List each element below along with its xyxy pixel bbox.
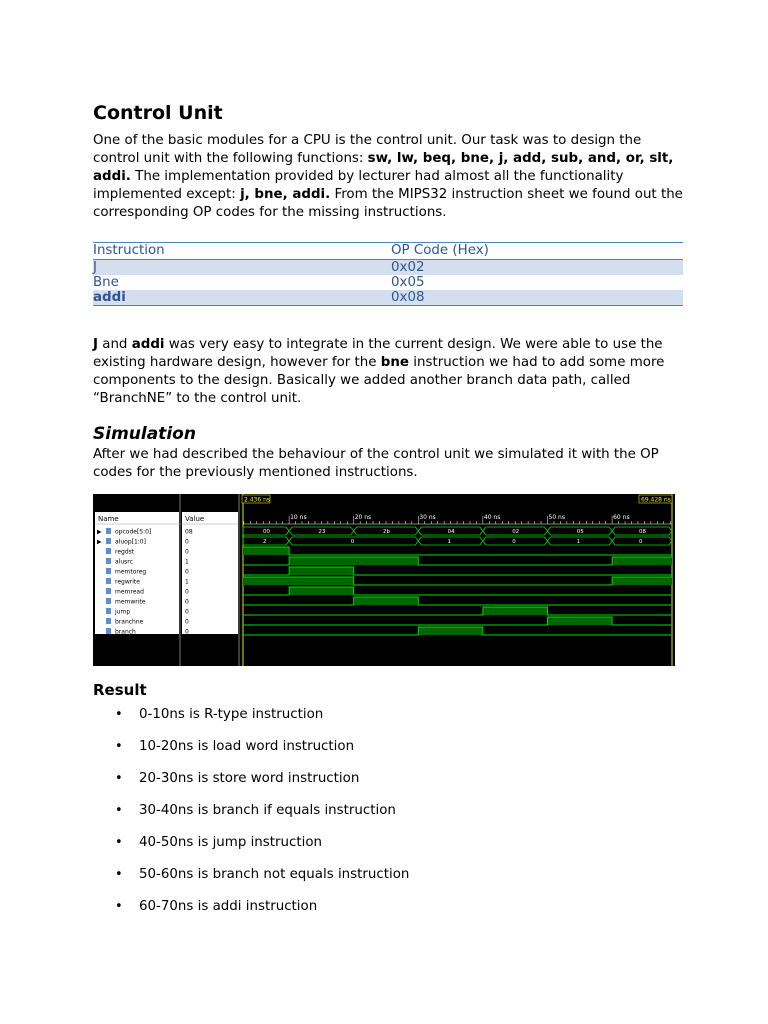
signal-icon xyxy=(106,598,111,604)
para2-text-2: was very easy to integrate in the current design. We were able to use the existing hardware design, however for the xyxy=(93,337,663,370)
signal-name: opcode[5:0] xyxy=(115,528,152,536)
opcode-table xyxy=(93,242,683,306)
bus-value-label: 2b xyxy=(383,529,390,536)
list-item xyxy=(93,898,683,930)
table-row xyxy=(93,275,683,290)
list-item-text: 10-20ns is load word instruction xyxy=(139,739,355,754)
para2-bold-j: J xyxy=(93,337,98,352)
value-column-header: Value xyxy=(185,515,205,523)
bus-value-label: 05 xyxy=(576,529,584,536)
signal-icon xyxy=(106,588,111,594)
time-label: 40 ns xyxy=(483,514,501,521)
signal-value: 0 xyxy=(185,588,189,596)
table-header-row xyxy=(93,243,683,260)
result-list xyxy=(93,706,683,930)
signal-value: 0 xyxy=(185,598,189,606)
simulation-heading: Simulation xyxy=(93,424,196,444)
signal-value: 0 xyxy=(185,628,189,636)
signal-name: branchne xyxy=(115,618,144,626)
cursor-right-label: 69.428 ns xyxy=(641,496,671,504)
integration-paragraph xyxy=(93,336,683,408)
bus-value-label: 0 xyxy=(639,539,643,546)
table-cell-opcode: 0x08 xyxy=(391,290,683,306)
list-item xyxy=(93,802,683,834)
signal-icon xyxy=(106,618,111,624)
bus-value-label: 00 xyxy=(263,529,271,536)
signal-value: 0 xyxy=(185,618,189,626)
signal-name: alusrc xyxy=(115,558,133,566)
bullet-icon: • xyxy=(115,707,123,722)
para2-text-3: instruction we had to add some more components to the design. Basically we added another branch data path, called “BranchNE” to the control unit. xyxy=(93,355,665,406)
high-level-fill xyxy=(289,567,354,575)
high-level-fill xyxy=(483,607,548,615)
time-label: 50 ns xyxy=(548,514,565,521)
signal-name: jump xyxy=(115,608,131,616)
list-item xyxy=(93,866,683,898)
bullet-icon: • xyxy=(115,803,123,818)
bus-value-label: 0 xyxy=(350,539,355,546)
bullet-icon: • xyxy=(115,835,123,850)
high-level-fill xyxy=(612,557,672,565)
bullet-icon: • xyxy=(115,771,123,786)
intro-bold-missing: j, bne, addi. xyxy=(240,187,331,202)
bus-value-label: 23 xyxy=(318,529,326,536)
signal-icon xyxy=(106,578,111,584)
table-header-opcode: OP Code (Hex) xyxy=(391,243,683,260)
high-level-fill xyxy=(243,577,289,585)
list-item-text: 40-50ns is jump instruction xyxy=(139,835,323,850)
intro-text-3: From the MIPS32 instruction sheet we found out the corresponding OP codes for the missing instructions. xyxy=(93,187,683,220)
signal-name: memread xyxy=(115,588,144,596)
signal-name: aluop[1:0] xyxy=(115,538,146,546)
bullet-icon: • xyxy=(115,867,123,882)
waveform-svg xyxy=(93,494,675,666)
high-level-fill xyxy=(354,557,419,565)
bus-value-label: 0 xyxy=(512,539,516,546)
signal-name: branch xyxy=(115,628,136,636)
signal-value: 0 xyxy=(185,548,189,556)
signal-icon xyxy=(106,568,111,574)
time-label: 60 ns xyxy=(613,514,630,521)
intro-bold-functions: sw, lw, beq, bne, j, add, sub, and, or, slt, addi. xyxy=(93,151,674,184)
waveform-screenshot xyxy=(93,494,675,666)
para2-bold-addi: addi xyxy=(131,337,165,352)
high-level-fill xyxy=(289,587,354,595)
signal-value: 08 xyxy=(185,528,193,536)
document-page xyxy=(93,100,683,930)
high-level-fill xyxy=(289,577,354,585)
signal-name: regdst xyxy=(115,548,135,556)
bullet-icon: • xyxy=(115,739,123,754)
expand-arrow-icon: ▶ xyxy=(97,538,102,546)
table-cell-opcode: 0x02 xyxy=(391,260,683,276)
signal-value: 1 xyxy=(185,578,189,586)
list-item xyxy=(93,770,683,802)
high-level-fill xyxy=(354,597,419,605)
signal-icon xyxy=(106,628,111,634)
bus-value-label: 1 xyxy=(576,539,581,546)
high-level-fill xyxy=(612,577,672,585)
list-item-text: 0-10ns is R-type instruction xyxy=(139,707,324,722)
cursor-left-label: 2.436 ns xyxy=(244,496,271,504)
signal-icon xyxy=(106,528,111,534)
table-cell-instruction: Bne xyxy=(93,275,119,290)
intro-text-2: The implementation provided by lecturer had almost all the functionality implemented except: xyxy=(93,169,624,202)
signal-value: 0 xyxy=(185,568,189,576)
signal-name: regwrite xyxy=(115,578,140,586)
table-cell-instruction: J xyxy=(93,260,391,276)
list-item-text: 20-30ns is store word instruction xyxy=(139,771,360,786)
signal-name: memtoreg xyxy=(115,568,147,576)
list-item-text: 30-40ns is branch if equals instruction xyxy=(139,803,396,818)
high-level-fill xyxy=(243,547,289,555)
time-label: 10 ns xyxy=(290,514,307,521)
signal-icon xyxy=(106,608,111,614)
expand-arrow-icon: ▶ xyxy=(97,528,102,536)
name-column-header: Name xyxy=(98,515,119,523)
result-heading: Result xyxy=(93,681,147,699)
list-item-text: 50-60ns is branch not equals instruction xyxy=(139,867,410,882)
signal-name: memwrite xyxy=(115,598,146,606)
high-level-fill xyxy=(548,617,613,625)
list-item xyxy=(93,738,683,770)
bus-value-label: 2 xyxy=(263,539,267,546)
page-title: Control Unit xyxy=(93,102,223,124)
signal-icon xyxy=(106,548,111,554)
table-cell-opcode: 0x05 xyxy=(391,275,425,290)
signal-value: 0 xyxy=(185,538,189,546)
bus-value-label: 02 xyxy=(512,529,520,536)
intro-paragraph xyxy=(93,132,683,222)
signal-icon xyxy=(106,558,111,564)
simulation-paragraph: After we had described the behaviour of the control unit we simulated it with the OP codes for the previously mentioned instructions. xyxy=(93,447,659,480)
bus-value-label: 1 xyxy=(447,539,452,546)
list-item xyxy=(93,706,683,738)
table-row xyxy=(93,290,683,306)
intro-text-1: One of the basic modules for a CPU is the control unit. Our task was to design the control unit with the following functions: xyxy=(93,133,642,166)
table-row xyxy=(93,260,683,276)
signal-icon xyxy=(106,538,111,544)
table-cell-instruction: addi xyxy=(93,290,391,306)
list-item xyxy=(93,834,683,866)
table-header-instruction: Instruction xyxy=(93,243,391,260)
bus-value-label: 04 xyxy=(447,529,455,536)
time-label: 30 ns xyxy=(419,514,436,521)
bullet-icon: • xyxy=(115,899,123,914)
high-level-fill xyxy=(289,557,354,565)
signal-value: 1 xyxy=(185,558,189,566)
list-item-text: 60-70ns is addi instruction xyxy=(139,899,318,914)
para2-bold-bne: bne xyxy=(380,355,409,370)
time-label: 20 ns xyxy=(354,514,372,521)
high-level-fill xyxy=(418,627,483,635)
signal-value: 0 xyxy=(185,608,189,616)
bus-value-label: 08 xyxy=(639,529,647,536)
para2-text-1: and xyxy=(97,337,132,352)
